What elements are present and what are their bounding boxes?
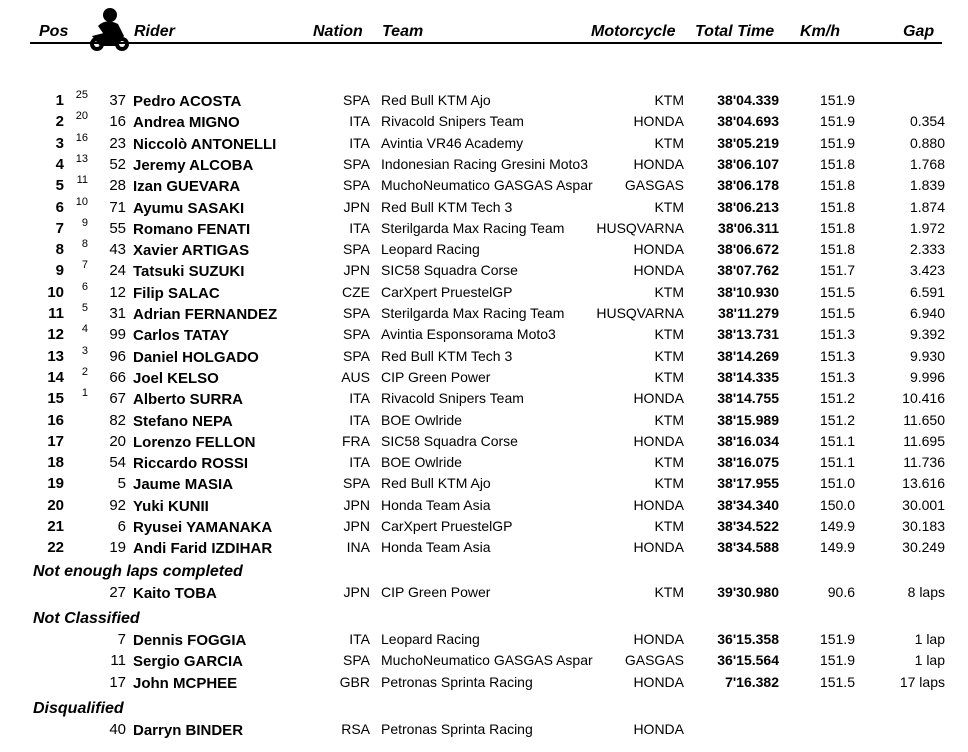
rider-position: 15 [47, 390, 64, 407]
championship-points: 1 [81, 387, 88, 399]
table-row [0, 260, 968, 281]
team-name: Rivacold Snipers Team [381, 113, 524, 129]
rider-number: 27 [109, 584, 126, 601]
motorcycle-make: KTM [654, 454, 684, 470]
motorcycle-make: HUSQVARNA [596, 220, 684, 236]
rider-position: 4 [55, 156, 64, 173]
table-row [0, 516, 968, 537]
motorcycle-make: HONDA [633, 390, 684, 406]
table-row [0, 410, 968, 431]
average-speed: 151.5 [819, 305, 855, 321]
section-not-classified: Not Classified [33, 610, 140, 627]
rider-number: 20 [109, 433, 126, 450]
average-speed: 150.0 [819, 497, 855, 513]
rider-position: 10 [47, 284, 64, 301]
team-name: Indonesian Racing Gresini Moto3 [381, 156, 589, 172]
average-speed: 151.1 [819, 454, 855, 470]
average-speed: 149.9 [819, 518, 855, 534]
team-name: BOE Owlride [381, 454, 462, 470]
table-row [0, 282, 968, 303]
table-row [0, 582, 968, 603]
total-time: 38'04.693 [717, 113, 779, 129]
table-row [0, 452, 968, 473]
rider-position: 16 [47, 412, 64, 429]
championship-points: 9 [81, 217, 88, 229]
team-name: CIP Green Power [381, 369, 491, 385]
total-time: 38'16.075 [717, 454, 779, 470]
team-name: Leopard Racing [381, 631, 480, 647]
team-name: CarXpert PruestelGP [381, 284, 513, 300]
time-gap: 6.591 [909, 284, 945, 300]
rider-name: Kaito TOBA [133, 585, 217, 602]
rider-number: 7 [117, 631, 126, 648]
average-speed: 151.9 [819, 92, 855, 108]
motorcycle-make: HONDA [633, 241, 684, 257]
rider-name: Alberto SURRA [133, 391, 244, 408]
rider-position: 13 [47, 348, 64, 365]
table-row [0, 495, 968, 516]
rider-name: Xavier ARTIGAS [133, 242, 250, 259]
rider-nation: INA [346, 539, 370, 555]
section-not-enough-laps: Not enough laps completed [33, 563, 243, 580]
team-name: MuchoNeumatico GASGAS Aspar [381, 652, 593, 668]
average-speed: 151.2 [819, 390, 855, 406]
rider-number: 23 [109, 135, 126, 152]
rider-nation: ITA [349, 454, 370, 470]
table-row [0, 154, 968, 175]
team-name: Honda Team Asia [381, 497, 491, 513]
average-speed: 151.5 [819, 674, 855, 690]
average-speed: 151.0 [819, 475, 855, 491]
championship-points: 5 [81, 302, 88, 314]
time-gap: 1.768 [909, 156, 945, 172]
rider-name: Stefano NEPA [133, 413, 233, 430]
rider-nation: SPA [343, 652, 370, 668]
average-speed: 151.9 [819, 652, 855, 668]
total-time: 38'34.522 [717, 518, 779, 534]
rider-position: 8 [55, 241, 64, 258]
time-gap: 1 lap [914, 652, 945, 668]
time-gap: 11.650 [903, 412, 945, 428]
time-gap: 9.930 [909, 348, 945, 364]
team-name: Leopard Racing [381, 241, 480, 257]
table-row [0, 367, 968, 388]
rider-position: 21 [47, 518, 64, 535]
time-gap: 6.940 [909, 305, 945, 321]
motorcycle-make: HONDA [633, 539, 684, 555]
header-nation: Nation [313, 23, 363, 40]
rider-position: 11 [48, 305, 64, 322]
rider-position: 6 [55, 199, 64, 216]
average-speed: 151.8 [819, 156, 855, 172]
rider-nation: CZE [342, 284, 370, 300]
header-kmh: Km/h [800, 23, 840, 40]
rider-name: Lorenzo FELLON [133, 434, 256, 451]
rider-number: 99 [109, 326, 126, 343]
rider-nation: SPA [343, 92, 370, 108]
rider-position: 12 [47, 326, 64, 343]
rider-nation: RSA [341, 721, 370, 737]
rider-nation: SPA [343, 305, 370, 321]
rider-name: Pedro ACOSTA [133, 93, 242, 110]
time-gap: 1 lap [914, 631, 945, 647]
rider-name: John MCPHEE [133, 675, 238, 692]
motorcycle-make: HONDA [633, 631, 684, 647]
championship-points: 13 [75, 153, 88, 165]
rider-number: 16 [109, 113, 126, 130]
motorcycle-rider-icon [88, 6, 130, 54]
total-time: 38'15.989 [717, 412, 779, 428]
rider-number: 12 [109, 284, 126, 301]
team-name: Rivacold Snipers Team [381, 390, 524, 406]
rider-position: 17 [47, 433, 64, 450]
time-gap: 8 laps [907, 584, 945, 600]
rider-position: 18 [47, 454, 64, 471]
team-name: Sterilgarda Max Racing Team [381, 220, 565, 236]
rider-nation: ITA [349, 113, 370, 129]
rider-nation: SPA [343, 156, 370, 172]
time-gap: 30.001 [902, 497, 945, 513]
rider-name: Niccolò ANTONELLI [133, 136, 277, 153]
rider-position: 1 [55, 92, 64, 109]
rider-number: 43 [109, 241, 126, 258]
rider-name: Izan GUEVARA [133, 178, 241, 195]
motorcycle-make: HONDA [633, 156, 684, 172]
time-gap: 0.880 [909, 135, 945, 151]
rider-name: Andi Farid IZDIHAR [133, 540, 273, 557]
rider-position: 3 [55, 135, 64, 152]
rider-name: Ayumu SASAKI [133, 200, 245, 217]
team-name: CIP Green Power [381, 584, 491, 600]
team-name: BOE Owlride [381, 412, 462, 428]
total-time: 38'06.178 [717, 177, 779, 193]
team-name: Sterilgarda Max Racing Team [381, 305, 565, 321]
rider-name: Sergio GARCIA [133, 653, 244, 670]
total-time: 38'13.731 [717, 326, 779, 342]
table-row [0, 111, 968, 132]
table-row [0, 537, 968, 558]
total-time: 38'07.762 [717, 262, 779, 278]
average-speed: 151.8 [819, 220, 855, 236]
rider-number: 40 [109, 721, 126, 738]
table-row [0, 90, 968, 111]
rider-nation: AUS [341, 369, 370, 385]
rider-position: 5 [55, 177, 64, 194]
rider-name: Dennis FOGGIA [133, 632, 247, 649]
rider-position: 7 [55, 220, 64, 237]
average-speed: 151.7 [819, 262, 855, 278]
table-row [0, 431, 968, 452]
average-speed: 151.8 [819, 177, 855, 193]
motorcycle-make: KTM [654, 475, 684, 491]
average-speed: 151.9 [819, 631, 855, 647]
rider-number: 82 [109, 412, 126, 429]
rider-name: Jaume MASIA [133, 476, 234, 493]
team-name: Honda Team Asia [381, 539, 491, 555]
time-gap: 2.333 [909, 241, 945, 257]
rider-position: 20 [47, 497, 64, 514]
motorcycle-make: KTM [654, 348, 684, 364]
team-name: Avintia VR46 Academy [381, 135, 524, 151]
championship-points: 8 [81, 238, 88, 250]
rider-number: 6 [117, 518, 126, 535]
rider-number: 37 [109, 92, 126, 109]
table-row [0, 303, 968, 324]
motorcycle-make: KTM [654, 326, 684, 342]
table-row [0, 175, 968, 196]
table-row [0, 650, 968, 671]
motorcycle-make: KTM [654, 199, 684, 215]
header-rider: Rider [134, 23, 175, 40]
rider-nation: JPN [343, 262, 370, 278]
total-time: 38'14.755 [717, 390, 779, 406]
motorcycle-make: HUSQVARNA [596, 305, 684, 321]
rider-number: 96 [109, 348, 126, 365]
rider-name: Ryusei YAMANAKA [133, 519, 273, 536]
rider-nation: ITA [349, 390, 370, 406]
rider-number: 66 [109, 369, 126, 386]
rider-number: 24 [109, 262, 126, 279]
average-speed: 151.3 [819, 326, 855, 342]
championship-points: 4 [81, 323, 88, 335]
rider-name: Yuki KUNII [133, 498, 209, 515]
table-row [0, 239, 968, 260]
rider-name: Carlos TATAY [133, 327, 230, 344]
rider-number: 28 [109, 177, 126, 194]
section-disqualified: Disqualified [33, 700, 124, 717]
rider-nation: SPA [343, 326, 370, 342]
total-time: 38'05.219 [717, 135, 779, 151]
total-time: 38'06.672 [717, 241, 779, 257]
total-time: 38'34.340 [717, 497, 779, 513]
championship-points: 10 [75, 196, 88, 208]
average-speed: 151.3 [819, 369, 855, 385]
motorcycle-make: KTM [654, 92, 684, 108]
total-time: 36'15.358 [717, 631, 779, 647]
table-row [0, 388, 968, 409]
time-gap: 17 laps [899, 674, 945, 690]
rider-name: Tatsuki SUZUKI [133, 263, 245, 280]
rider-position: 9 [55, 262, 64, 279]
rider-name: Jeremy ALCOBA [133, 157, 254, 174]
team-name: SIC58 Squadra Corse [381, 262, 518, 278]
rider-number: 5 [117, 475, 126, 492]
motorcycle-make: KTM [654, 135, 684, 151]
average-speed: 151.8 [819, 199, 855, 215]
total-time: 38'04.339 [717, 92, 779, 108]
motorcycle-make: HONDA [633, 674, 684, 690]
rider-nation: SPA [343, 177, 370, 193]
average-speed: 151.9 [819, 113, 855, 129]
rider-nation: FRA [342, 433, 370, 449]
rider-nation: GBR [339, 674, 370, 690]
rider-nation: JPN [343, 199, 370, 215]
header-motorcycle: Motorcycle [591, 23, 676, 40]
average-speed: 151.9 [819, 135, 855, 151]
motorcycle-make: HONDA [633, 433, 684, 449]
total-time: 38'34.588 [717, 539, 779, 555]
rider-number: 67 [109, 390, 126, 407]
rider-name: Andrea MIGNO [133, 114, 240, 131]
average-speed: 90.6 [827, 584, 855, 600]
championship-points: 6 [81, 281, 88, 293]
rider-nation: SPA [343, 348, 370, 364]
team-name: Red Bull KTM Tech 3 [381, 199, 513, 215]
rider-name: Daniel HOLGADO [133, 349, 259, 366]
time-gap: 1.839 [909, 177, 945, 193]
total-time: 38'10.930 [717, 284, 779, 300]
total-time: 38'14.335 [717, 369, 779, 385]
table-row [0, 218, 968, 239]
time-gap: 9.392 [909, 326, 945, 342]
average-speed: 151.3 [819, 348, 855, 364]
average-speed: 149.9 [819, 539, 855, 555]
motorcycle-make: GASGAS [624, 177, 684, 193]
average-speed: 151.2 [819, 412, 855, 428]
table-row [0, 324, 968, 345]
total-time: 38'11.279 [718, 305, 779, 321]
team-name: Avintia Esponsorama Moto3 [381, 326, 556, 342]
rider-number: 54 [109, 454, 126, 471]
total-time: 38'14.269 [717, 348, 779, 364]
rider-name: Romano FENATI [133, 221, 251, 238]
time-gap: 9.996 [909, 369, 945, 385]
total-time: 39'30.980 [717, 584, 779, 600]
rider-nation: ITA [349, 412, 370, 428]
time-gap: 30.183 [902, 518, 945, 534]
table-row [0, 629, 968, 650]
motorcycle-make: HONDA [633, 721, 684, 737]
championship-points: 3 [81, 345, 88, 357]
championship-points: 16 [75, 132, 88, 144]
rider-nation: JPN [343, 497, 370, 513]
rider-number: 71 [109, 199, 126, 216]
rider-position: 2 [55, 113, 64, 130]
championship-points: 2 [81, 366, 88, 378]
rider-number: 52 [109, 156, 126, 173]
time-gap: 1.972 [909, 220, 945, 236]
motorcycle-make: KTM [654, 284, 684, 300]
time-gap: 0.354 [909, 113, 945, 129]
rider-nation: ITA [349, 135, 370, 151]
rider-number: 11 [110, 652, 126, 669]
rider-name: Darryn BINDER [133, 722, 244, 739]
table-row [0, 197, 968, 218]
total-time: 36'15.564 [717, 652, 779, 668]
rider-nation: JPN [343, 518, 370, 534]
team-name: MuchoNeumatico GASGAS Aspar [381, 177, 593, 193]
championship-points: 11 [76, 174, 88, 186]
table-row [0, 473, 968, 494]
rider-nation: SPA [343, 475, 370, 491]
rider-number: 55 [109, 220, 126, 237]
rider-nation: SPA [343, 241, 370, 257]
team-name: Red Bull KTM Ajo [381, 475, 491, 491]
rider-name: Joel KELSO [133, 370, 219, 387]
motorcycle-make: HONDA [633, 262, 684, 278]
time-gap: 30.249 [902, 539, 945, 555]
total-time: 38'06.213 [717, 199, 779, 215]
rider-position: 14 [47, 369, 64, 386]
rider-number: 92 [109, 497, 126, 514]
motorcycle-make: HONDA [633, 497, 684, 513]
table-row [0, 719, 968, 740]
header-divider [30, 42, 942, 44]
total-time: 38'16.034 [717, 433, 779, 449]
motorcycle-make: KTM [654, 412, 684, 428]
rider-nation: JPN [343, 584, 370, 600]
team-name: Petronas Sprinta Racing [381, 674, 533, 690]
rider-name: Adrian FERNANDEZ [133, 306, 278, 323]
championship-points: 25 [75, 89, 88, 101]
time-gap: 3.423 [909, 262, 945, 278]
team-name: CarXpert PruestelGP [381, 518, 513, 534]
team-name: SIC58 Squadra Corse [381, 433, 518, 449]
table-row [0, 346, 968, 367]
motorcycle-make: KTM [654, 518, 684, 534]
header-total-time: Total Time [695, 23, 775, 40]
motorcycle-make: GASGAS [624, 652, 684, 668]
championship-points: 20 [75, 110, 88, 122]
total-time: 38'17.955 [717, 475, 779, 491]
rider-number: 31 [109, 305, 126, 322]
rider-number: 17 [109, 674, 126, 691]
rider-name: Riccardo ROSSI [133, 455, 249, 472]
table-row [0, 672, 968, 693]
motorcycle-make: HONDA [633, 113, 684, 129]
team-name: Red Bull KTM Tech 3 [381, 348, 513, 364]
time-gap: 13.616 [902, 475, 945, 491]
team-name: Petronas Sprinta Racing [381, 721, 533, 737]
rider-position: 22 [47, 539, 64, 556]
rider-nation: ITA [349, 631, 370, 647]
rider-nation: ITA [349, 220, 370, 236]
total-time: 38'06.107 [717, 156, 779, 172]
rider-number: 19 [109, 539, 126, 556]
motorcycle-make: KTM [654, 584, 684, 600]
time-gap: 1.874 [909, 199, 945, 215]
rider-position: 19 [47, 475, 64, 492]
rider-name: Filip SALAC [133, 285, 220, 302]
team-name: Red Bull KTM Ajo [381, 92, 491, 108]
total-time: 38'06.311 [718, 220, 779, 236]
header-pos: Pos [39, 23, 69, 40]
time-gap: 11.695 [903, 433, 945, 449]
average-speed: 151.1 [819, 433, 855, 449]
header-gap: Gap [903, 23, 935, 40]
average-speed: 151.8 [819, 241, 855, 257]
motorcycle-make: KTM [654, 369, 684, 385]
total-time: 7'16.382 [725, 674, 779, 690]
average-speed: 151.5 [819, 284, 855, 300]
table-row [0, 133, 968, 154]
championship-points: 7 [81, 259, 88, 271]
time-gap: 11.736 [903, 454, 945, 470]
time-gap: 10.416 [902, 390, 945, 406]
header-team: Team [382, 23, 424, 40]
